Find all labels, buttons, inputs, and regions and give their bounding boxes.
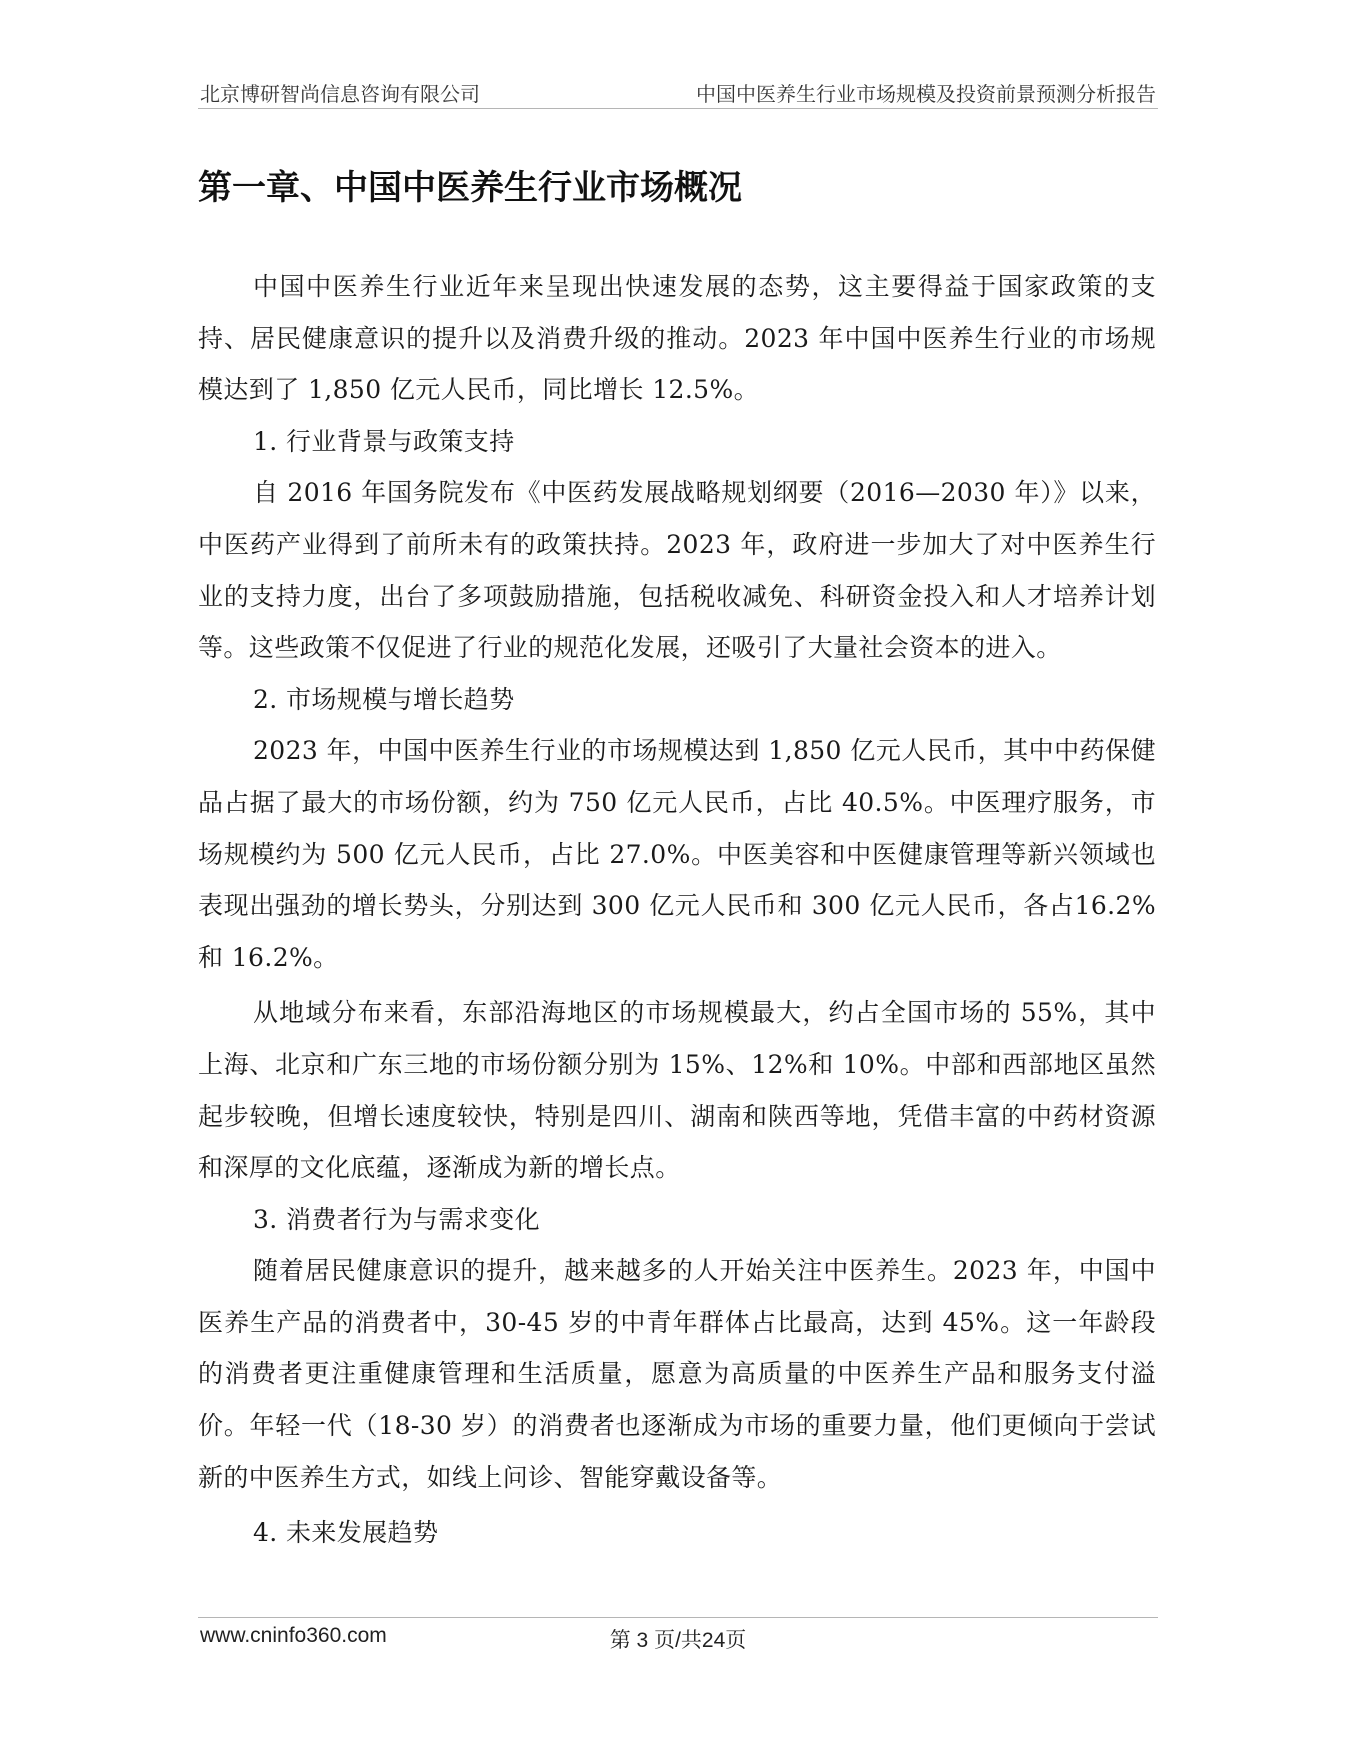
policy-paragraph: 自 2016 年国务院发布《中医药发展战略规划纲要（2016—2030 年）》以来，中医药产业得到了前所未有的政策扶持。2023 年，政府进一步加大了对中医养生行业的支持力度，出台了多项鼓励措施，包括税收减免、科研资金投入和人才培养计划等。这些政策不仅促进了行业的规范化发展，还吸引了大量社会资本的进入。 <box>198 478 1156 663</box>
section-heading-2: 2. 市场规模与增长趋势 <box>253 684 515 714</box>
section-heading-4: 4. 未来发展趋势 <box>253 1518 439 1548</box>
header-company: 北京博研智尚信息咨询有限公司 <box>200 82 480 106</box>
regional-paragraph: 从地域分布来看，东部沿海地区的市场规模最大，约占全国市场的 55%，其中上海、北京和广东三地的市场份额分别为 15%、12%和 10%。中部和西部地区虽然起步较晚，但增长速度较快，特别是四川、湖南和陕西等地，凭借丰富的中药材资源和深厚的文化底蕴，逐渐成为新的增长点。 <box>198 998 1156 1183</box>
footer-website-link[interactable]: www.cninfo360.com <box>200 1624 387 1647</box>
page-number: 第 3 页/共24页 <box>609 1629 747 1652</box>
section-heading-3: 3. 消费者行为与需求变化 <box>253 1204 541 1234</box>
document-body <box>198 261 1156 1559</box>
page-header <box>198 78 1158 109</box>
chapter-title: 第一章、中国中医养生行业市场概况 <box>198 168 742 208</box>
consumer-paragraph: 随着居民健康意识的提升，越来越多的人开始关注中医养生。2023 年，中国中医养生产品的消费者中，30-45 岁的中青年群体占比最高，达到 45%。这一年龄段的消费者更注重健康管理和生活质量，愿意为高质量的中医养生产品和服务支付溢价。年轻一代（18-30 岁）的消费者也逐渐成为市场的重要力量，他们更倾向于尝试新的中医养生方式，如线上问诊、智能穿戴设备等。 <box>198 1256 1156 1492</box>
section-heading-1: 1. 行业背景与政策支持 <box>253 426 515 456</box>
page-footer <box>198 1617 1158 1662</box>
header-report-title: 中国中医养生行业市场规模及投资前景预测分析报告 <box>696 82 1156 106</box>
intro-paragraph: 中国中医养生行业近年来呈现出快速发展的态势，这主要得益于国家政策的支持、居民健康意识的提升以及消费升级的推动。2023 年中国中医养生行业的市场规模达到了 1,850 亿元人民币，同比增长 12.5%。 <box>198 272 1156 405</box>
market-size-paragraph: 2023 年，中国中医养生行业的市场规模达到 1,850 亿元人民币，其中中药保健品占据了最大的市场份额，约为 750 亿元人民币，占比 40.5%。中医理疗服务，市场规模约为 500 亿元人民币，占比 27.0%。中医美容和中医健康管理等新兴领域也表现出强劲的增长势头，分别达到 300 亿元人民币和 300 亿元人民币，各占16.2%和 16.2%。 <box>198 736 1156 972</box>
